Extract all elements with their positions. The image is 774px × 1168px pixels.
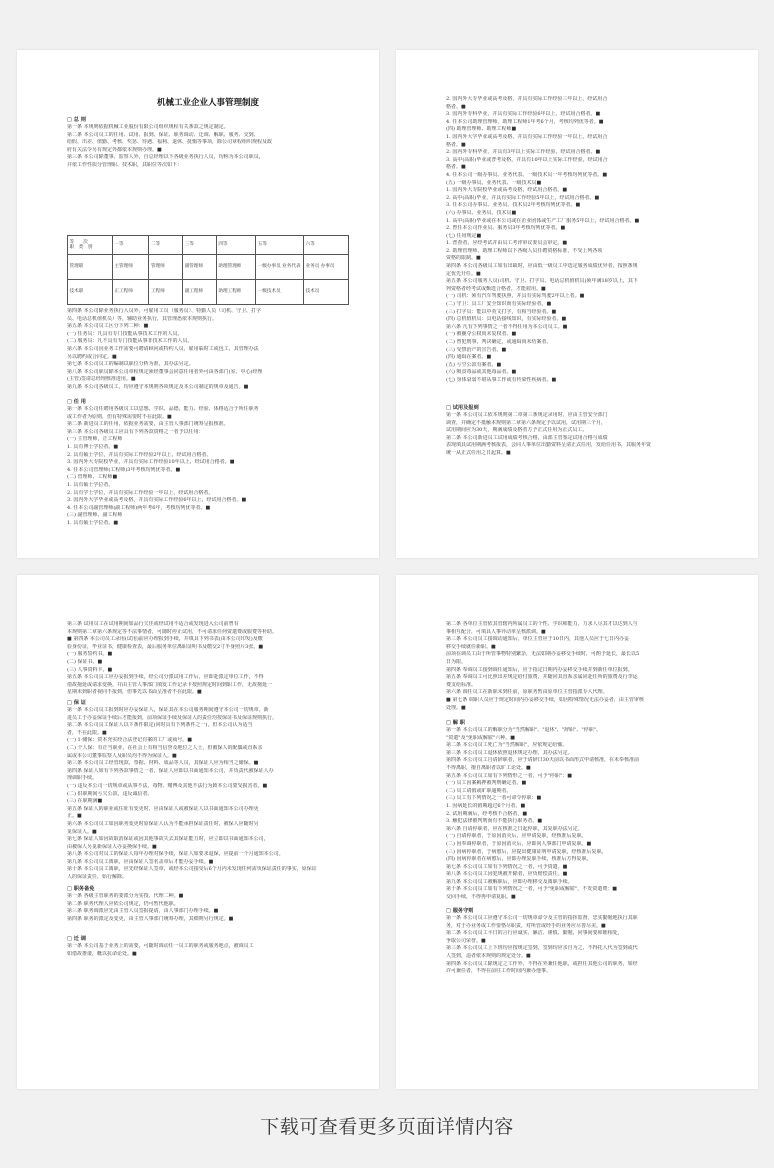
text-line: 第一条 各级主管职务的委派分为实授、代理二种。■ <box>67 893 184 899</box>
text-line: 第三条 本公司员工上下班均应按规定签到，签到均应亲自为之，不得托人代为签到或代 <box>446 945 638 952</box>
qualification-lines <box>446 96 728 385</box>
text-line: 4. 任本公司副管理师(副工程师)两年考6年，考核均列优等者。■ <box>67 504 211 511</box>
text-line: 第八条 本公司职员除本公司章程规定须经董事会同意任用者外可由各部门(室、中心)经理 <box>67 368 263 375</box>
text-line: 第二条 本公司员工平日的言行应诚实、廉洁、谨慎、勤勉，同事间要和睦相处， <box>446 930 623 937</box>
text-line: 2. 高中(高职)毕业，并具有实际工作经验5年以上，经试用合格者。■ <box>446 194 600 201</box>
text-line: 务，对于办业务或工作要恪尽职责，对所管或经手的业务应尽善尽美。■ <box>446 922 606 929</box>
text-line: (一) 1·储保：资本充实经合法登记有案的工厂或商号。■ <box>67 737 192 744</box>
text-line: (一) 违反本公司一切规章或从事不法，毒物、赌博及其他不法行为致本公司蒙受损害者。■ <box>67 782 268 789</box>
section3-lines <box>67 406 349 528</box>
text-line: 进员工于办妥保证手续后才能报到，前项保证手续及保证人的责任均按保证书及保证规则执行。 <box>67 714 278 721</box>
table-header-cell: 六等 <box>304 236 349 255</box>
text-line: 第五条 本公司员工如有下列情形之一者，可予"停职"：■ <box>446 772 572 779</box>
text-line: 第一条 本公司基于业务上的需要，可随时调动任一员工的职务或服务地点，被调员工 <box>67 943 254 949</box>
text-line: (六) 办事员、业务员、技术员■ <box>446 209 517 216</box>
table-cell: 技术员 <box>304 280 349 305</box>
text-line: 第八条 本公司对员工的保证人每年办理对保手续，保证人如要求退保，应提前一个月通知本公司。 <box>67 851 284 858</box>
text-line: 第四条 本公司员工除规定之工作外，不得在外兼任他职，或担任其他公司的职务，如经 <box>446 960 638 967</box>
text-line: 2. 具有学士学位，并具有实际工作经验一年以上，经试用合格者。 <box>67 489 214 496</box>
document-page-1 <box>17 50 379 558</box>
text-line: 第四条 本公司各级员工如有出缺时，应由低一级员工中选定服务成绩优异者，按照条规 <box>446 263 638 270</box>
document-page-4 <box>396 575 758 1089</box>
page-title: 机械工业企业人事管理制度 <box>156 98 259 108</box>
text-line: 者，不在此限。■ <box>67 729 107 736</box>
text-line: 星期未到职者视同不报到，但事先以书面呈准者不在此限。■ <box>67 689 202 696</box>
text-line: 2. 国内外专科毕业，并具有3年以上实际工作经验，经试用合格者。■ <box>446 149 601 156</box>
text-line: 第四条 保证人如有下列各款事情之一者，保证人应即以书面通知本公司，并负责代被保证人办 <box>67 767 274 774</box>
text-line: 格者。■ <box>446 164 466 171</box>
text-line: (四) 助理管理师、助理工程师■ <box>446 126 517 133</box>
table-cell: 主管理师 <box>112 255 149 280</box>
text-line: 处理。■ <box>446 704 466 711</box>
text-line: 第六条 本公司员工如因职务变更时原保证人认为不能承担保证责任时，被保人应随时另 <box>67 820 259 827</box>
text-line: 第一条 本公司员工的解职分为"当然解职"、"退休"、"辞职"、"停职"、 <box>446 727 601 733</box>
text-line: 第七条 本公司员工如有下列情况之一者，可予资遣。■ <box>446 863 568 870</box>
text-line: (三) 受禁治产的宣告者。■ <box>446 346 507 353</box>
table-cell: 助理工程师 <box>216 280 255 305</box>
text-line: 人签到，违者依本规则的规定处分。■ <box>446 952 531 959</box>
text-line: 3. 国内外专科毕业，并具有实际工作经验6年以上，经试用合格者。■ <box>446 111 601 118</box>
table-header-row <box>68 236 349 255</box>
table-row <box>68 280 349 305</box>
text-line: (一) 任务员：凡具有专门技能从事技术工作的人员。 <box>67 330 183 337</box>
text-line: 本规则第二章第六条规定等不法事情者，可随时停止试用，不可请求任何资遣费或服费等补助。 <box>67 628 278 635</box>
text-line: 第七条 保证人如因故取消保证或因其他事故失去其保证能力时，应立即以书面通知本公司， <box>67 836 269 843</box>
text-line: 第四条 本公司员工自请辞职者，应于请辞日30天前以书面形式申请核准，在未奉核准前 <box>446 757 639 764</box>
text-line: 1. 具有博士学位者。■ <box>67 443 119 450</box>
table-header-cell: 五等 <box>256 236 304 255</box>
text-line: 第五条 本公司员工应办妥报到手续，经公司分派试用工作后，应即赴派定单位工作，不得 <box>67 674 264 681</box>
text-line: (五) 一级办事员、业务代表、一级技术员■ <box>446 179 542 186</box>
text-line: 试用期间应为30天，期满成绩及格者方予正式任用为正式员工。 <box>446 427 588 434</box>
general-provisions <box>67 116 349 170</box>
position-grade-table <box>67 235 349 305</box>
text-line: 第五条 本公司服务人员(司机、守卫、打字员、电话总机值机员)须年满18岁以上，其下 <box>446 278 638 285</box>
text-line: 第一条 本公司任聘用各级员工以思想、学识、品德、能力、经验、体格适合于所任职务 <box>67 406 259 412</box>
table-cell: 管理职 <box>68 255 113 280</box>
text-line: (三) 打字员：能以中英文打字，有相当经验者。■ <box>446 308 557 315</box>
table-cell: 技术职 <box>68 280 113 305</box>
text-line: 移交手续就任新职。■ <box>446 643 496 650</box>
text-line: 第三条 本公司各级员工应具有下列各款资格之一者予以任用： <box>67 428 204 435</box>
text-line: 4. 任本公司管理师(工程师)3年考核均列优等者。■ <box>67 466 181 473</box>
table-cell: 正工程师 <box>112 280 149 305</box>
text-line: (五) 亏空公款有案者。■ <box>446 361 502 368</box>
text-line: 正。■ <box>67 813 82 820</box>
text-line: 或工作者为原则，但有特殊需要时不在此限。■ <box>67 413 172 420</box>
text-line: 第二条 职务代理人应依公司规定，仍可暂代他职。 <box>67 900 179 907</box>
text-line: 第六条 自请停职者，应在核准之日起停职，其复职办法另定。 <box>446 825 583 832</box>
table-cell: 一级办事员 业务代表 <box>256 255 304 280</box>
text-line: 第十条 本公司员工如有下列情况之一者，可予"免职或解雇"，不发资遣费：■ <box>446 886 617 893</box>
duty-section <box>67 885 349 923</box>
text-line: 表现填具试用期满考核报表，会同人事单位出勤资料呈请正式任用，发给任用书，其服务年资 <box>446 442 652 449</box>
text-line: 4. 任本公司助理管理师、助理工程师1年考6个月，考核均列优等者。■ <box>446 118 604 125</box>
text-line: 日为限。 <box>446 658 467 665</box>
text-line: 1. 国内外大学毕业或高考及格，并具有实际工作经验一年以上，经试用合 <box>446 133 608 140</box>
table-cell: 助理管理师 <box>216 255 255 280</box>
text-line: 许可兼任者，不得在前往工作时间内兼办他事。 <box>446 968 552 975</box>
text-line: (一) 司机：须有汽车驾驶执照，并具有实际驾驶2年以上者。■ <box>446 293 585 300</box>
text-line: 第一条 本公司员工应遵守本公司一切规章命令及主管的指挥监督，忠实勤勉地执行其职 <box>446 915 638 921</box>
text-line: 给假、出差、值勤、考核、奖惩、待遇、福利、退休、抚恤等事项，除公司章程组织规程及政 <box>67 139 273 146</box>
text-line: 3. 高中(高职)毕业或普考及格，并具有10年以上实际工作经验，经试用合 <box>446 156 608 163</box>
text-line: 第七条 本公司员工的编制以职位分析为准，其办法另定。 <box>67 361 194 368</box>
table-row <box>68 255 349 280</box>
text-line: (三) 因病停职者，于病愈后，应提出健康证明申请复职，经核准后复职。 <box>446 848 607 855</box>
text-line: (一) 服务誓约书。■ <box>67 651 113 658</box>
text-line: 第五条 奉调员工可比照出差规定给付旅费，并随同其直系亲属同赴任所的旅费及行李运 <box>446 674 638 681</box>
text-line: 员、电话总机值机员）等，辅助业务执行，其管理悉依本规则执行。 <box>67 315 218 322</box>
document-page-2 <box>396 50 758 558</box>
text-line: 第六条 本公司因业务工作需要可聘请顾问或特约人员，雇用临时工或包工，其管理办法 <box>67 345 259 352</box>
dismissal-lines <box>446 727 728 902</box>
table-header-cell: 二等 <box>149 236 183 255</box>
text-line: 列资格者经考试或甄选合格者，才能雇用。■ <box>446 285 546 292</box>
text-line: 第四条 本公司除业务执行人员外，可雇用工员（服务员）、特勤人员（司机、守卫、打字 <box>67 308 262 314</box>
text-line: (二) 供职期间亏欠公款，违反诚信者。 <box>67 790 153 797</box>
table-cell: 工程师 <box>149 280 183 305</box>
text-line: 统一从正式任用之日起算。■ <box>446 449 511 456</box>
text-line: (主管)签请总经理核准进用。■ <box>67 376 136 383</box>
table-cell: 管理师 <box>149 255 183 280</box>
text-line: 事相互配合，可填具人事异动单呈核派调。■ <box>446 628 546 635</box>
table-header-cell: 一等 <box>112 236 149 255</box>
text-line: 第五条 保证人的职业或住址有变更时，应由保证人或被保证人以书面通知本公司办理更 <box>67 805 259 812</box>
text-line: 2. 助理管理师、助理工程师以下各级人员任聘资格标准，不受上列各项 <box>446 247 603 254</box>
text-line: 第四条 职务的派定及变更，由主管人事部门统筹办理，其细则另行规定。■ <box>67 915 234 922</box>
text-line: 第五条 本公司员工区分下列二种：■ <box>67 323 149 330</box>
text-line: 资格的限制。■ <box>446 255 481 262</box>
page3-lines <box>67 621 349 697</box>
text-line: (四) 总机值机员：具电话接线知识，有实际经验者。■ <box>446 316 567 323</box>
probation-section <box>446 404 728 458</box>
text-line: 第三条 本公司员工接调动通知后，单位主管应于10日内，其他人员应于七日内办妥 <box>446 636 629 643</box>
text-line: 1. 国内外大专院校毕业或高考及格，经试用合格者。■ <box>446 187 568 194</box>
text-line: 第二条 本公司员工保证人以下条件限定(同时具有下列条件之一)，但本公司认为适当 <box>67 722 253 729</box>
text-line: 3. 任本公司办事员、业务员、技术员2年考核均列优等者。■ <box>446 202 581 209</box>
document-page-3 <box>17 575 379 1089</box>
text-line: (三) 在职期满■ <box>67 798 103 805</box>
text-line: 交回手续，不得再申请复职。■ <box>446 894 516 901</box>
text-line: (七) 身体衰弱不堪从事工作或有传染性疾病者。■ <box>446 376 557 383</box>
text-line: 第六条 凡有下列事情之一者不得任用为本公司员工。■ <box>446 323 568 330</box>
dismissal-section <box>446 719 728 902</box>
probation-continued <box>67 621 349 697</box>
appointment-section <box>67 398 349 528</box>
text-line: 费支给标准。 <box>446 681 477 688</box>
text-line: ■ 第七条 调职人员应于规定时间内办妥移交手续，如因特殊情况无法办妥者，由主管审核 <box>446 696 644 703</box>
text-line: 第六条 调任员工在新职未到任前，原职务暂由原单位主管指派专人代理。 <box>446 689 608 696</box>
text-line: 验身份证，毕业证书，健康检查表，最后服务单位离职证明书及缴交2寸半身照片3张。■ <box>67 643 264 650</box>
text-line: 觅保证人。■ <box>67 828 97 835</box>
text-line: (三) 人事资料卡。■ <box>67 666 113 673</box>
text-line: (二) 守卫：具工厂安全知识而有实际经验者。■ <box>446 301 552 308</box>
text-line: "资遣"及"免职或解雇"六种。■ <box>446 734 515 741</box>
section-heading: □ 试用及报到 <box>446 405 479 411</box>
text-line: 格者。■ <box>446 103 466 110</box>
transfer-lines <box>67 943 349 958</box>
text-line: 如借故推诿，概以抗命论处。■ <box>67 950 137 957</box>
page4-lines <box>446 621 728 712</box>
text-line: 1. 因病延长的假期超过6个月者。■ <box>446 802 526 809</box>
section-heading: □ 任 用 <box>67 399 86 405</box>
text-line: (二) 因奉调停职者，于原因消灭后，应即向人事部门申请复职。■ <box>446 840 592 847</box>
table-header-cell: 等 次 职 类 别 <box>68 236 113 255</box>
text-line: 争取公司荣誉。■ <box>446 937 486 944</box>
text-line: 2. 具有硕士学位，并具有实际工作经验2年以上，经试用合格者。 <box>67 451 212 458</box>
text-line: 不得离职，擅自离职者以旷工论处。■ <box>446 764 531 771</box>
text-line: 3. 触犯法律被判刑而有不能执行职务者。■ <box>446 818 543 825</box>
table-header-cell: 四等 <box>216 236 255 255</box>
text-line: 定优先升任。■ <box>446 270 481 277</box>
section-heading: □ 职务备免 <box>67 886 95 892</box>
text-line: (二) 个人保：有正当职业，在社会上有相当信誉及地位之人士，但被保人的配偶或直系亲 <box>67 744 263 751</box>
section-heading: □ 保 证 <box>67 700 86 706</box>
text-line: 1. 具有硕士学位者。■ <box>67 519 119 526</box>
text-line: 第九条 本公司各级员工，均应遵守本规则各项规定及本公司制定的规章及通告。■ <box>67 383 249 390</box>
text-line: 第二条 各单位主管依其管辖内所属员工的个性、学识和能力，力求人尽其才以达到人与 <box>446 621 638 627</box>
text-line: 第三条 试用员工在试用期间如品行欠佳或经试用不适合或发现进入公司前曾有 <box>67 621 239 627</box>
text-line: 第十条 本公司员工离职，应先经保证人签章，或经本公司接受后6个月内未发现任何需负保证责任的事实，原保证 <box>67 866 317 873</box>
text-line: 调查，并确定不抵触本规则第二章第六条规定予以试用，试用期三个月， <box>446 419 607 426</box>
table-cell: 副管理师 <box>183 255 217 280</box>
text-line: 3. 国内外大专院校毕业，并具有实际工作经验10年以上，经试用合格者。■ <box>67 459 235 466</box>
text-line: 第三条 本公司员工经管现款、票据、材料、成品等人员，其保证人应为相当之储保。■ <box>67 760 259 767</box>
text-line: (三) 员工有下列情况之一者可命令停职：■ <box>446 795 542 802</box>
text-line: 第一条 本规则依据机械工业股份有限公司组织规程有关条款之规定制定。 <box>67 124 229 130</box>
probation-lines <box>446 412 728 458</box>
text-line: 第二条 本公司员工的任用、试用、报到、保证、职务调动、迁调、解职、服务、交到、 <box>67 131 259 138</box>
text-line: 另以聘约或合同定。■ <box>67 353 117 360</box>
text-line: 第三条 本公司员工退休依照退休规定办理，其办法另定。 <box>446 749 573 756</box>
text-line: 2. 试用期满后，经考核不合格者，■ <box>446 810 528 817</box>
text-line: 借故拖延或请求变换。并由主管人事部门填发工作记录卡按照规定时间到职工作，无故拖延一 <box>67 681 273 688</box>
section-heading: □ 解 职 <box>446 720 465 726</box>
section-heading: □ 迁 调 <box>67 936 86 942</box>
text-line: 第二条 本公司员工死亡为"当然解职"，应依规定给恤。 <box>446 742 568 749</box>
text-line: 2. 曾任本公司作业员、服务员3年考核均列优等者。■ <box>446 225 566 232</box>
text-line: (七) 任用规定■ <box>446 232 482 239</box>
text-line: (二) 管理师、工程师■ <box>67 474 118 481</box>
text-line: 第九条 本公司员工被解职后，应即办理移交及离职手续。 <box>446 878 573 885</box>
service-rules-lines <box>446 915 728 976</box>
section-heading: □ 总 则 <box>67 117 86 123</box>
text-line: 格者。■ <box>446 141 466 148</box>
text-line: 府有关法令另有规定外都依本规则办理。■ <box>67 146 162 153</box>
text-line: 第二条 新进员工的任用，依据业务需要，由主管人事部门统筹呈报核准。 <box>67 421 229 428</box>
text-line: (二) 曾犯刑事，判决确定，或通缉尚未结案者。 <box>446 339 552 345</box>
text-line: 第一条 本公司员工报到时应办妥保证人，保证其在本公司服务期间遵守本公司一切规章。新 <box>67 707 269 713</box>
section-heading: □ 服务守则 <box>446 908 474 914</box>
table-header-cell: 三等 <box>183 236 217 255</box>
duty-lines <box>67 893 349 923</box>
text-line: 4. 任本公司一级办事员、业务代表、一级技术员一年考核均列优等者。■ <box>446 171 608 178</box>
service-rules-section <box>446 907 728 976</box>
text-line: 第二条 本公司新进员工试用成绩考核合格，由部主管鉴定试用合格与成绩 <box>446 434 608 441</box>
text-line: (二) 服务员：凡不具有专门技能从事非技术工作的人员。 <box>67 338 193 345</box>
text-line: 1. 高中(高职)毕业或在本公司或在企业团体或生产工厂服务5年以上，经试用合格者。■ <box>446 217 640 224</box>
download-more-caption[interactable]: 下载可查看更多页面详情内容 <box>260 1116 514 1138</box>
text-line: 1. 具有硕士学位者。 <box>67 481 114 488</box>
text-line: 第三条 本公司除董事、监察人外，自总经理以下各级业务执行人员，均称为本公司职员， <box>67 154 264 161</box>
text-line: 由被保人另觅新保证人办妥换保手续。■ <box>67 843 157 850</box>
text-line: (六) 吸食毒品或其他毒品者。■ <box>446 369 517 376</box>
text-line: (三) 副管理师、副工程师 <box>67 512 123 519</box>
text-line: (二) 保证书。■ <box>67 658 103 665</box>
text-line: (四) 通缉在案者。■ <box>446 354 492 361</box>
text-line: 前项在调员工由于所管事物特别繁杂，无法如期办妥移交手续时，可酌予延长，最长以5 <box>446 651 640 658</box>
text-line: 3. 国内外大学毕业或高考及格，并具有实际工作经验6年以上，经试用合格者。■ <box>67 497 247 504</box>
table-cell: 业务员 办事员 <box>304 255 349 280</box>
transfer-continued <box>446 621 728 712</box>
text-line: (四) 因病停职者在病愈后，应即办理复职手续，核准后方得复职。 <box>446 856 592 863</box>
section2-lines <box>67 308 349 392</box>
intro-lines <box>67 124 349 170</box>
page2-lines <box>446 96 728 385</box>
text-line: 第九条 本公司员工离职，应由保证人签名盖章后才能办妥手续。■ <box>67 858 214 865</box>
text-line: 第一条 本公司员工依本规则第二章第三条规定录用时，应由主管安全部门 <box>446 412 608 418</box>
text-line: (一) 被褫夺公权尚未复权者。■ <box>446 331 517 338</box>
text-line: 第三条 职务调派应先由主管人员签报提请，由人事部门办理手续。■ <box>67 908 219 915</box>
text-line: 理调职手续。 <box>67 775 98 782</box>
transfer-section <box>67 935 349 958</box>
text-line: (一) 主管理师，正工程师 <box>67 436 123 443</box>
text-line: 第四条 奉调员工接到调任通知后，应于指定日期内办妥移交手续并到新任单位报到。 <box>446 666 633 673</box>
text-line: (二) 员工请假或旷职逾期者。 <box>446 787 512 794</box>
text-line: 并依工作性质分管理职、技术职，其职位等次如下： <box>67 161 183 168</box>
staff-classification <box>67 308 349 392</box>
table-cell: 一级技术员 <box>256 280 304 305</box>
text-line: 2. 国内外大专毕业或高考及格，并具有实际工作经验三年以上，经试用合 <box>446 96 608 102</box>
table-cell: 副工程师 <box>183 280 217 305</box>
text-line: ■ 第四条 本公司员工录用(试用)前应办理报到手续，并填具下列书表(由本公司印发)及缴 <box>67 636 263 643</box>
guarantee-lines <box>67 707 349 882</box>
text-line: 人的保证责任，始行解除。 <box>67 874 128 881</box>
text-line: 第八条 本公司员工因犯规被开除者，应负赔偿责任。■ <box>446 871 568 878</box>
text-line: 1. 普查者，应经考试并由员工考评审议委员会审定。■ <box>446 240 568 247</box>
text-line: 属或本公司董事监察人及职员均不得为保证人。■ <box>67 752 177 759</box>
text-line: (一) 员工因案羁押被判刑确定者。■ <box>446 780 527 787</box>
guarantee-section <box>67 699 349 882</box>
text-line: (一) 自请停职者，于原因消灭后，应申请复职，经核准后复职。 <box>446 833 587 840</box>
